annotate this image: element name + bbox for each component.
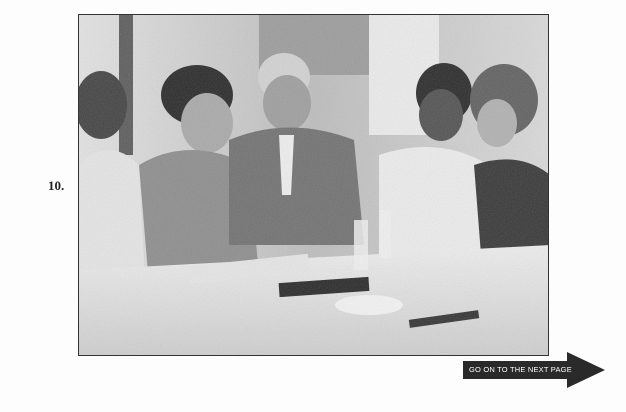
meeting-photo-illustration <box>79 15 549 356</box>
question-number: 10. <box>48 178 65 193</box>
next-page-arrow <box>463 352 605 388</box>
next-page-label: GO ON TO THE NEXT PAGE <box>469 365 572 374</box>
meeting-photo <box>78 14 549 356</box>
